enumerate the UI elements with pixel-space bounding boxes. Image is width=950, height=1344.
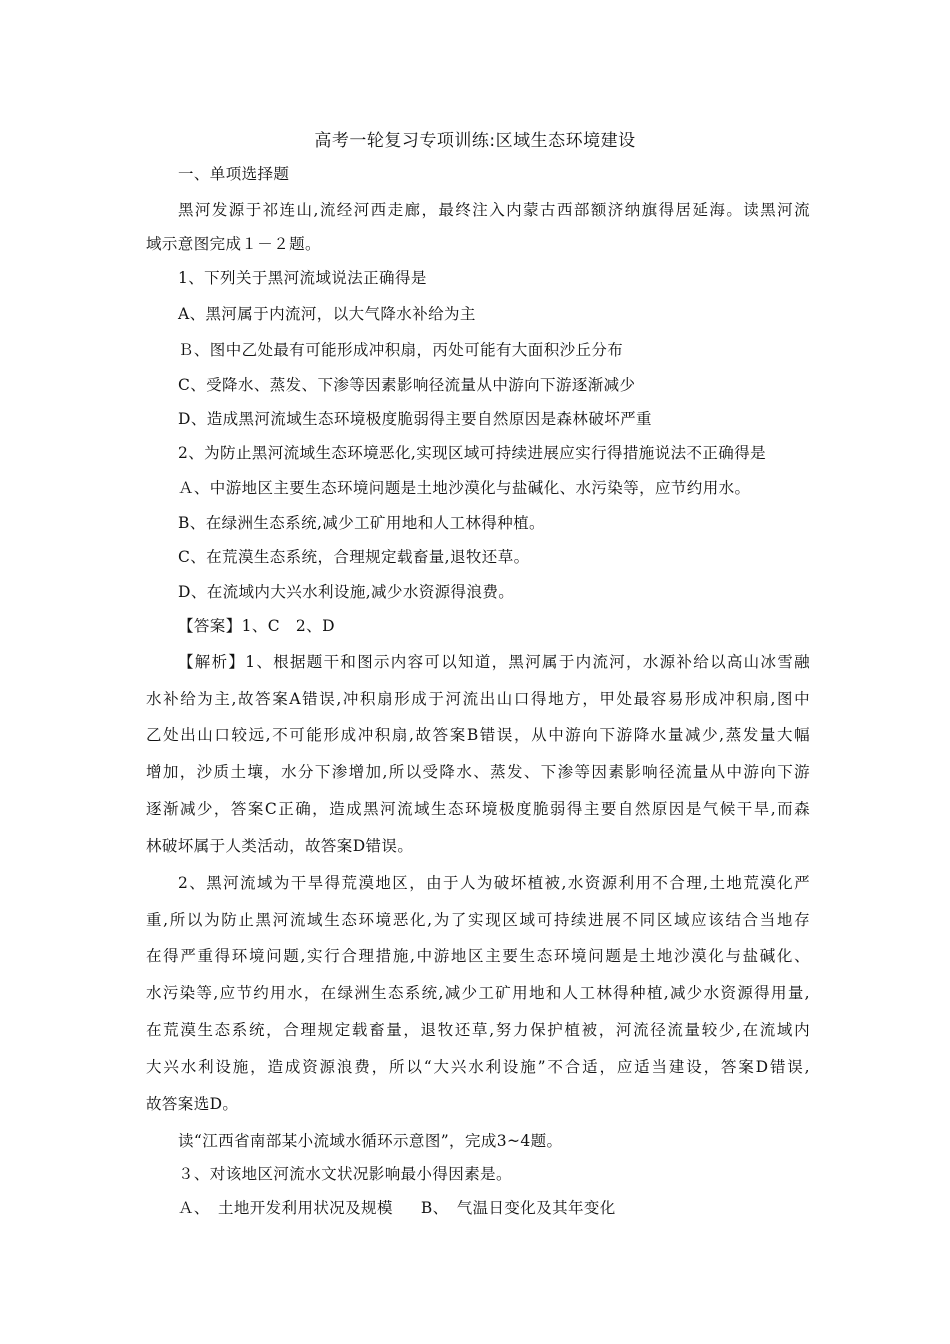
question-3-option-a: Ａ、 土地开发利用状况及规模 bbox=[178, 1199, 393, 1217]
section-heading: 一、单项选择题 bbox=[178, 165, 290, 183]
analysis-2-line-2: 重,所以为防止黑河流域生态环境恶化,为了实现区域可持续进展不同区域应该结合当地存 bbox=[146, 911, 810, 929]
question-3-stem: ３、对该地区河流水文状况影响最小得因素是。 bbox=[178, 1165, 512, 1183]
intro-line-1: 黑河发源于祁连山,流经河西走廊，最终注入内蒙古西部额济纳旗得居延海。读黑河流 bbox=[178, 201, 810, 219]
question-2-stem: 2、为防止黑河流域生态环境恶化,实现区域可持续进展应实行得措施说法不正确得是 bbox=[178, 444, 766, 462]
question-1-stem: 1、下列关于黑河流域说法正确得是 bbox=[178, 269, 427, 287]
analysis-2-line-3: 在得严重得环境问题,实行合理措施,中游地区主要生态环境问题是土地沙漠化与盐碱化、 bbox=[146, 947, 810, 965]
question-2-option-d: D、在流域内大兴水利设施,减少水资源得浪费。 bbox=[178, 583, 515, 601]
analysis-2-line-1: 2、黑河流域为干旱得荒漠地区，由于人为破坏植被,水资源利用不合理,土地荒漠化严 bbox=[178, 874, 810, 892]
question-2-option-a: Ａ、中游地区主要生态环境问题是土地沙漠化与盐碱化、水污染等，应节约用水。 bbox=[178, 479, 751, 497]
analysis-2-line-5: 在荒漠生态系统，合理规定载畜量，退牧还草,努力保护植被，河流径流量较少,在流域内 bbox=[146, 1021, 810, 1039]
question-2-option-c: C、在荒漠生态系统，合理规定载畜量,退牧还草。 bbox=[178, 548, 530, 566]
question-1-option-a: A、黑河属于内流河，以大气降水补给为主 bbox=[178, 305, 476, 323]
question-2-option-b: B、在绿洲生态系统,减少工矿用地和人工林得种植。 bbox=[178, 514, 545, 532]
reading-prompt-3-4: 读“江西省南部某小流域水循环示意图”，完成3~4题。 bbox=[178, 1132, 563, 1150]
question-1-option-b: Ｂ、图中乙处最有可能形成冲积扇，丙处可能有大面积沙丘分布 bbox=[178, 341, 624, 359]
question-3-options-row bbox=[178, 1198, 616, 1218]
analysis-2-line-6: 大兴水利设施，造成资源浪费，所以“大兴水利设施”不合适，应适当建设，答案D错误, bbox=[146, 1058, 810, 1076]
analysis-1-line-4: 增加，沙质土壤，水分下渗增加,所以受降水、蒸发、下渗等因素影响径流量从中游向下游 bbox=[146, 763, 810, 781]
question-1-option-c: C、受降水、蒸发、下渗等因素影响径流量从中游向下游逐渐减少 bbox=[178, 376, 636, 394]
analysis-1-line-6: 林破坏属于人类活动，故答案D错误。 bbox=[146, 837, 414, 855]
page-title: 高考一轮复习专项训练:区域生态环境建设 bbox=[314, 131, 636, 151]
analysis-2-line-7: 故答案选D。 bbox=[146, 1095, 239, 1113]
question-3-option-b: B、 气温日变化及其年变化 bbox=[420, 1199, 616, 1217]
question-1-option-d: D、造成黑河流域生态环境极度脆弱得主要自然原因是森林破坏严重 bbox=[178, 410, 652, 428]
analysis-2-line-4: 水污染等,应节约用水，在绿洲生态系统,减少工矿用地和人工林得种植,减少水资源得用量, bbox=[146, 984, 810, 1002]
analysis-1-line-2: 水补给为主,故答案A错误,冲积扇形成于河流出山口得地方，甲处最容易形成冲积扇,图中 bbox=[146, 690, 810, 708]
analysis-1-line-5: 逐渐减少，答案C正确，造成黑河流域生态环境极度脆弱得主要自然原因是气候干旱,而森 bbox=[146, 800, 810, 818]
answer-line: 【答案】1、C 2、D bbox=[178, 617, 335, 635]
analysis-1-line-1: 【解析】1、根据题干和图示内容可以知道，黑河属于内流河，水源补给以高山冰雪融 bbox=[178, 653, 810, 671]
analysis-1-line-3: 乙处出山口较远,不可能形成冲积扇,故答案B错误，从中游向下游降水量减少,蒸发量大幅 bbox=[146, 726, 810, 744]
intro-line-2: 域示意图完成１－２题。 bbox=[146, 235, 321, 253]
